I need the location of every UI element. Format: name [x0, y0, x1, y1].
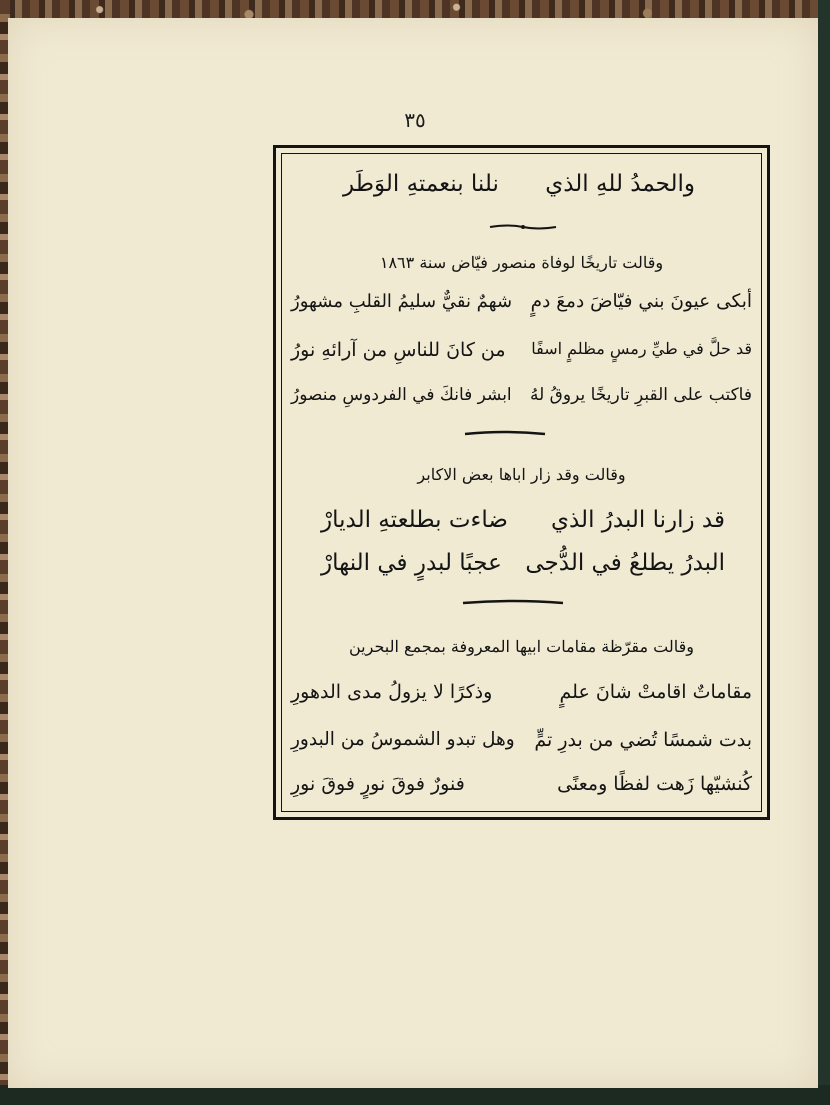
- verse-hemistich-left: فنورٌ فوقَ نورٍ فوقَ نورِ: [291, 773, 465, 795]
- verse-hemistich-left: ضاءت بطلعتهِ الديارْ: [321, 507, 508, 533]
- verse-hemistich-right: البدرُ يطلعُ في الدُّجى: [525, 550, 725, 576]
- verse-hemistich-right: أبكى عيونَ بني فيّاضَ دمعَ دمٍ: [530, 291, 752, 312]
- ornament-rule: [461, 597, 565, 609]
- cover-edge: [818, 0, 830, 1105]
- verse-hemistich-right: قد حلَّ في طيِّ رمسٍ مظلمٍ اسفًا: [531, 339, 752, 358]
- verse-hemistich-left: شهمٌ نقيٌّ سليمُ القلبِ مشهورُ: [291, 291, 513, 312]
- verse-row: [273, 339, 770, 379]
- verse-hemistich-right: قد زارنا البدرُ الذي: [550, 507, 725, 533]
- verse-hemistich-left: وهل تبدو الشموسُ من البدورِ: [291, 729, 515, 750]
- ornament-rule: [488, 221, 558, 233]
- heading-verse: [273, 171, 770, 211]
- verse-hemistich-right: كُنشيّها زَهت لفظًا ومعنًى: [557, 773, 752, 795]
- verse-hemistich-left: من كانَ للناسِ من آرائهِ نورُ: [291, 339, 506, 361]
- poem-content: [273, 145, 770, 820]
- verse-row: [273, 773, 770, 813]
- heading-hemistich-right: والحمدُ للهِ الذي: [545, 171, 695, 197]
- verse-row: [273, 729, 770, 769]
- page-number: ٣٥: [404, 108, 426, 132]
- heading-hemistich-left: نلنا بنعمتهِ الوَطَر: [343, 171, 499, 197]
- cover-bottom: [0, 1085, 830, 1105]
- verse-row: [273, 681, 770, 721]
- verse-row: [273, 507, 770, 547]
- verse-row: [273, 291, 770, 331]
- section-caption: وقالت تاريخًا لوفاة منصور فيّاض سنة ١٨٦٣: [379, 253, 664, 272]
- ornament-rule: [463, 428, 547, 440]
- verse-hemistich-right: مقاماتٌ اقامتْ شانَ علمٍ: [559, 681, 752, 703]
- verse-hemistich-right: بدت شمسًا تُضي من بدرِ تمٍّ: [534, 729, 752, 751]
- verse-row: [273, 550, 770, 590]
- section-caption: وقالت وقد زار اباها بعض الاكابر: [417, 465, 626, 484]
- verse-hemistich-left: وذكرًا لا يزولُ مدى الدهورِ: [291, 681, 493, 703]
- verse-row: [273, 385, 770, 425]
- verse-hemistich-left: ابشر فانكَ في الفردوسِ منصورُ: [291, 385, 512, 405]
- verse-hemistich-right: فاكتب على القبرِ تاريخًا يروقُ لهُ: [529, 385, 752, 405]
- verse-hemistich-left: عجبًا لبدرٍ في النهارْ: [321, 550, 502, 576]
- section-caption: وقالت مقرّظة مقامات ابيها المعروفة بمجمع البحرين: [349, 637, 694, 656]
